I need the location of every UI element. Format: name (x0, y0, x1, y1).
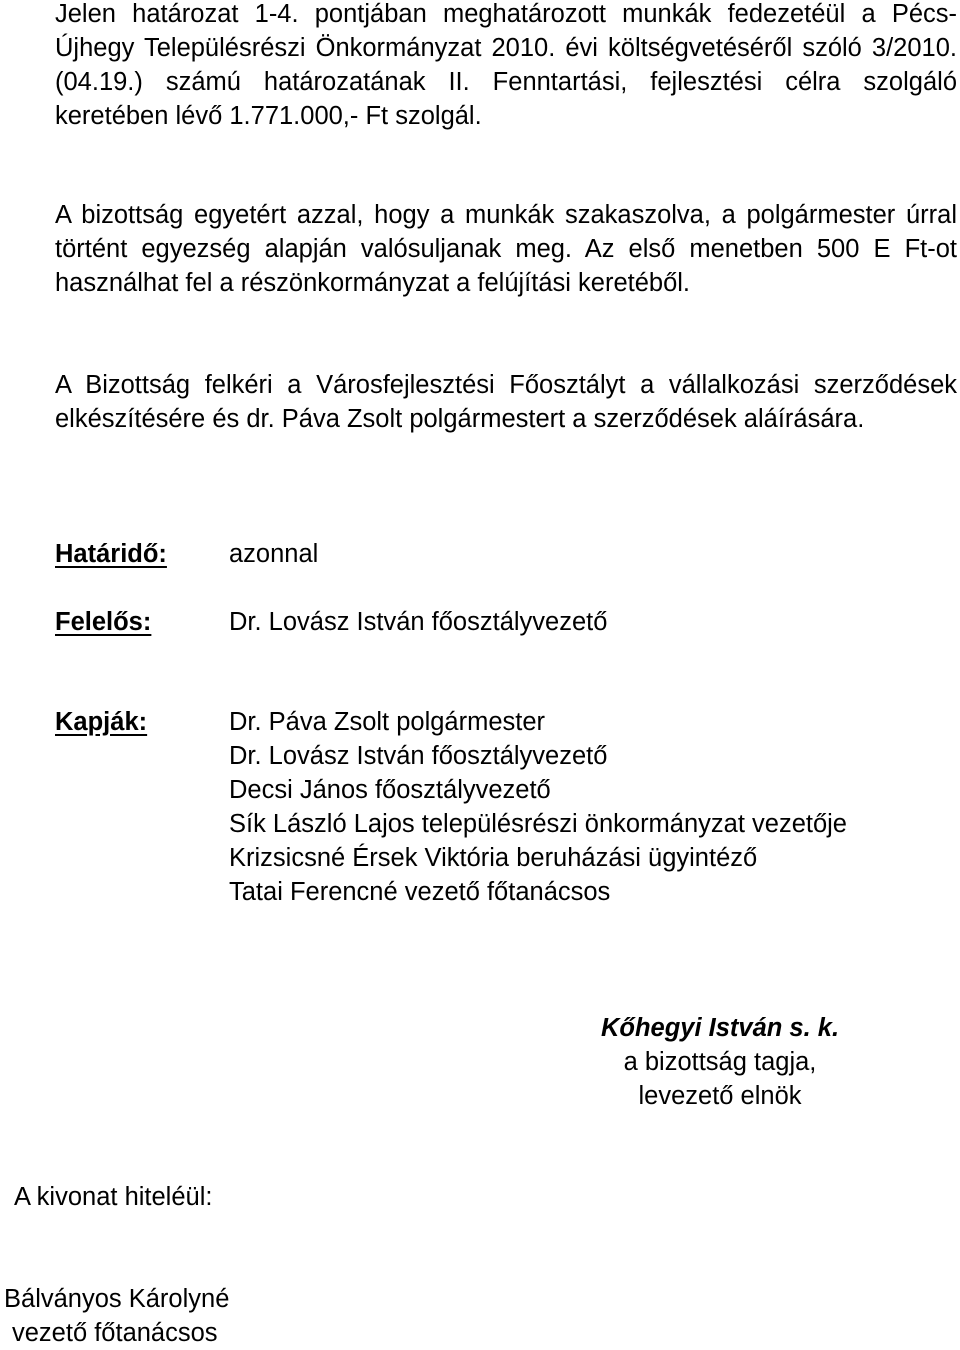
responsible-value: Dr. Lovász István főosztályvezető (229, 608, 608, 636)
certification-label: A kivonat hiteléül: (14, 1183, 213, 1211)
signatory-name: Kőhegyi István s. k. (600, 1014, 840, 1042)
paragraph-funding: Jelen határozat 1-4. pontjában meghatározott munkák fedezetéül a Pécs-Újhegy Településrészi Önkormányzat 2010. évi költségvetéséről szóló 3/2010. (04.19.) számú határozatának II. Fenntartási, fejlesztési célra szolgáló keretében lévő 1.771.000,- Ft szolgál. (55, 0, 957, 130)
paragraph-agreement: A bizottság egyetért azzal, hogy a munkák szakaszolva, a polgármester úrral történt egyezség alapján valósuljanak meg. Az első menetben 500 E Ft-ot használhat fel a részönkormányzat a felújítási keretéből. (55, 201, 957, 297)
certifier-title: vezető főtanácsos (12, 1319, 218, 1347)
responsible-label: Felelős: (55, 608, 152, 636)
recipient-item: Tatai Ferencné vezető főtanácsos (229, 878, 611, 906)
recipient-item: Dr. Páva Zsolt polgármester (229, 708, 546, 736)
recipient-item: Dr. Lovász István főosztályvezető (229, 742, 608, 770)
recipient-item: Sík László Lajos településrészi önkormányzat vezetője (229, 810, 847, 838)
paragraph-request: A Bizottság felkéri a Városfejlesztési Főosztályt a vállalkozási szerződések elkészítésére és dr. Páva Zsolt polgármestert a szerződések aláírására. (55, 371, 957, 433)
deadline-value: azonnal (229, 540, 319, 568)
recipients-label: Kapják: (55, 708, 148, 736)
signatory-role: a bizottság tagja, (623, 1048, 817, 1076)
signatory-position: levezető elnök (638, 1082, 802, 1110)
recipient-item: Krizsicsné Érsek Viktória beruházási ügyintéző (229, 844, 758, 872)
recipients-list (229, 705, 847, 909)
deadline-label: Határidő: (55, 540, 167, 568)
certifier-name: Bálványos Károlyné (4, 1285, 230, 1313)
recipient-item: Decsi János főosztályvezető (229, 776, 551, 804)
